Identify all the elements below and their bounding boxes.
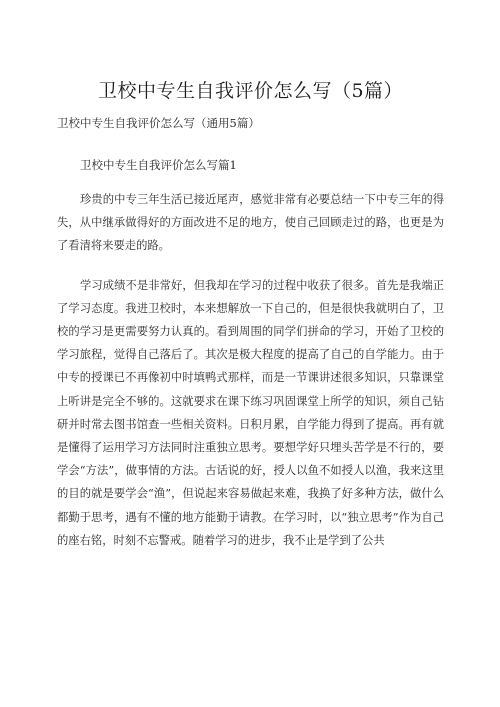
document-subtitle: 卫校中专生自我评价怎么写（通用5篇） bbox=[57, 116, 260, 130]
paragraph-study: 学习成绩不是非常好，但我却在学习的过程中收获了很多。首先是我端正了学习态度。我进卫校时，本来想解放一下自己的，但是很快我就明白了，卫校的学习是更需要努力认真的。看到周围的同学们拼命的学习，开始了卫校的学习旅程，觉得自己落后了。其次是极大程度的提高了自己的自学能力。由于中专的授课已不再像初中时填鸭式那样，而是一节课讲述很多知识，只靠课堂上听讲是完全不够的。这就要求在课下练习巩固课堂上所学的知识，须自己钻研并时常去图书馆查一些相关资料。日积月累，自学能力得到了提高。再有就是懂得了运用学习方法同时注重独立思考。要想学好只埋头苦学是不行的，要学会“方法”，做事情的方法。古话说的好，授人以鱼不如授人以渔，我来这里的目的就是要学会“渔”，但说起来容易做起来难，我换了好多种方法，做什么都勤于思考，遇有不懂的地方能勤于请教。在学习时，以“独立思考”作为自己的座右铭，时刻不忘警戒。随着学习的进步，我不止是学到了公共 bbox=[57, 278, 444, 547]
paragraph-intro: 珍贵的中专三年生活已接近尾声，感觉非常有必要总结一下中专三年的得失，从中继承做得好的方面改进不足的地方，使自己回顾走过的路，也更是为了看清将来要走的路。 bbox=[57, 193, 444, 253]
section-heading: 卫校中专生自我评价怎么写篇1 bbox=[80, 158, 237, 172]
document-title: 卫校中专生自我评价怎么写（5篇） bbox=[97, 80, 404, 102]
